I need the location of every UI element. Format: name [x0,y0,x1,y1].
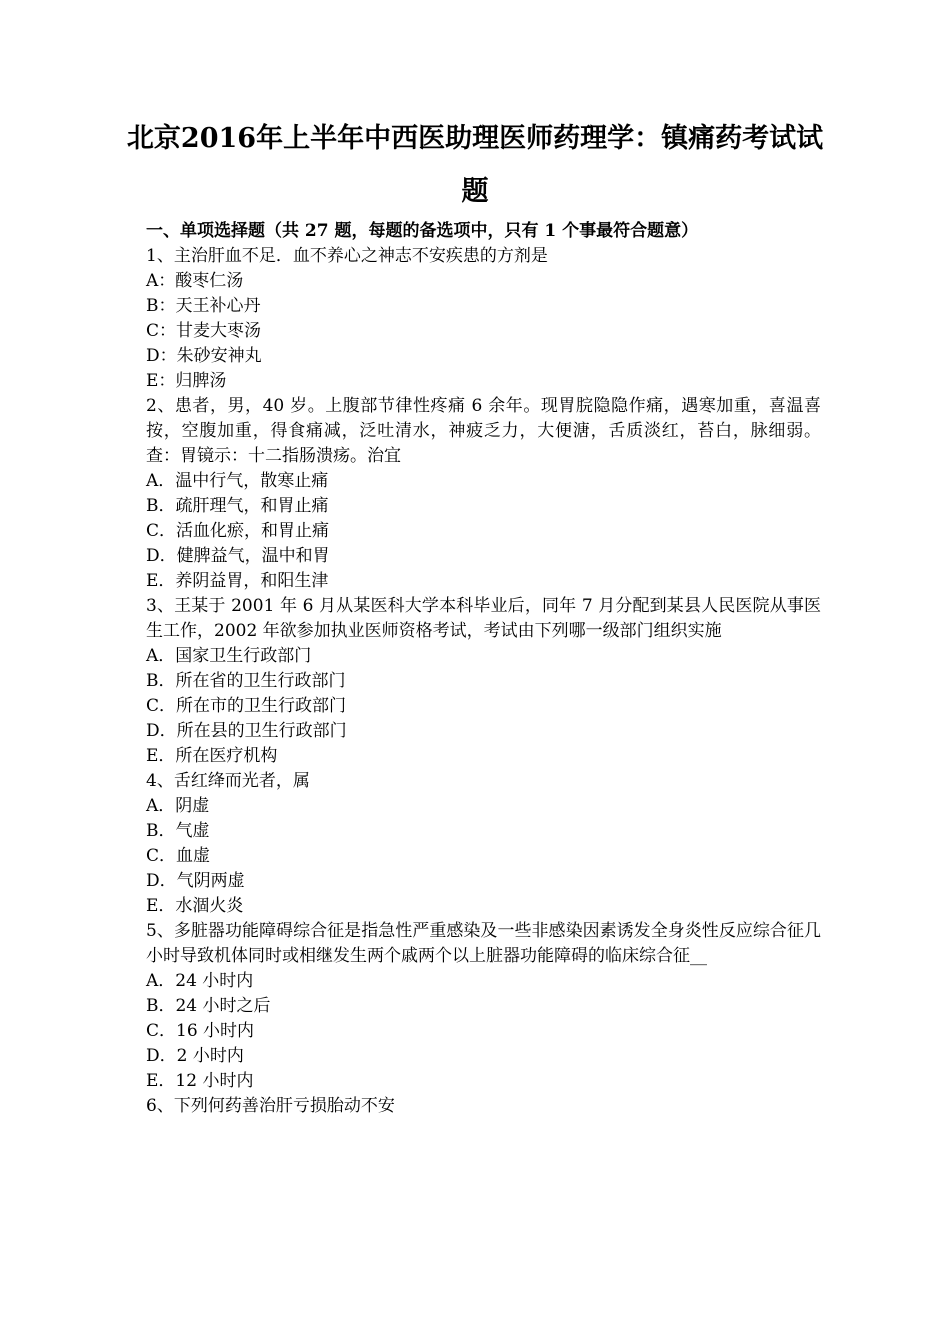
option-a: A．国家卫生行政部门 [146,646,312,666]
document-body [146,219,821,1119]
section-heading: 一、单项选择题（共 27 题，每题的备选项中，只有 1 个事最符合题意） [146,221,699,241]
document-title: 北京2016年上半年中西医助理医师药理学：镇痛药考试试题 [126,123,824,207]
question-2 [146,394,821,594]
question-stem: 3、王某于 2001 年 6 月从某医科大学本科毕业后，同年 7 月分配到某县人民医院从事医生工作，2002 年欲参加执业医师资格考试，考试由下列哪一级部门组织实施 [146,596,821,641]
option-b: B．所在省的卫生行政部门 [146,671,346,691]
option-c: C：甘麦大枣汤 [146,321,262,341]
option-d: D：朱砂安神丸 [146,346,262,366]
option-c: C．活血化瘀，和胃止痛 [146,521,330,541]
question-stem: 2、患者，男，40 岁。上腹部节律性疼痛 6 余年。现胃脘隐隐作痛，遇寒加重，喜温喜按，空腹加重，得食痛减，泛吐清水，神疲乏力，大便溏，舌质淡红，苔白，脉细弱。查：胃镜示：十二指肠溃疡。治宜 [146,396,821,466]
option-d: D．2 小时内 [146,1046,244,1066]
question-stem: 1、主治肝血不足．血不养心之神志不安疾患的方剂是 [146,246,548,266]
option-b: B：天王补心丹 [146,296,261,316]
option-a: A．阴虚 [146,796,210,816]
question-stem: 4、舌红绛而光者，属 [146,771,310,791]
option-e: E．12 小时内 [146,1071,254,1091]
question-3 [146,594,821,769]
option-d: D．健脾益气，温中和胃 [146,546,330,566]
option-e: E．养阴益胃，和阳生津 [146,571,329,591]
option-e: E．水涸火炎 [146,896,244,916]
option-e: E．所在医疗机构 [146,746,278,766]
option-c: C．所在市的卫生行政部门 [146,696,347,716]
question-6 [146,1094,821,1119]
option-b: B．气虚 [146,821,210,841]
question-1 [146,244,821,394]
question-stem: 6、下列何药善治肝亏损胎动不安 [146,1096,395,1116]
question-4 [146,769,821,919]
option-b: B．24 小时之后 [146,996,271,1016]
option-c: C．血虚 [146,846,211,866]
option-e: E：归脾汤 [146,371,227,391]
option-d: D．所在县的卫生行政部门 [146,721,347,741]
option-d: D．气阴两虚 [146,871,245,891]
option-c: C．16 小时内 [146,1021,255,1041]
option-b: B．疏肝理气，和胃止痛 [146,496,329,516]
option-a: A．温中行气，散寒止痛 [146,471,329,491]
option-a: A：酸枣仁汤 [146,271,244,291]
question-stem: 5、多脏器功能障碍综合征是指急性严重感染及一些非感染因素诱发全身炎性反应综合征几小时导致机体同时或相继发生两个戚两个以上脏器功能障碍的临床综合征__ [146,921,821,966]
option-a: A．24 小时内 [146,971,254,991]
question-5 [146,919,821,1094]
